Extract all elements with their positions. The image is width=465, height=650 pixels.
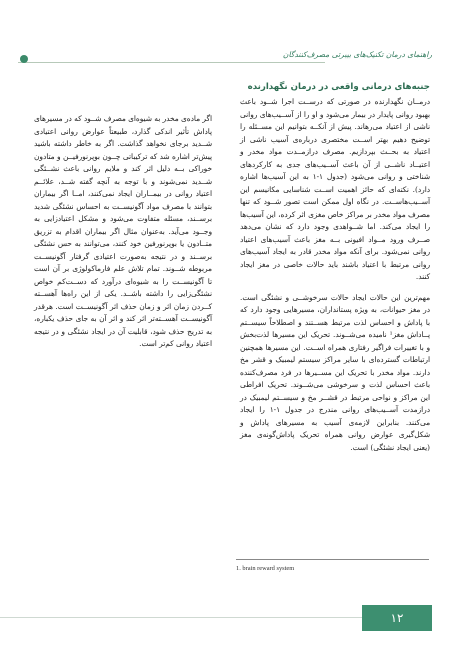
paragraph: اگر ماده‌ی مخدر به شیوه‌ای مصرف شــود که در مسیرهای پاداش تأثیر اندکی گذارد، طبیعتاً عوارض روانی اعتیادی شــدید برجای نخواهد گذاشت. اگر به خاطر داشته باشید پیش‌تر اشاره شد که ترکیباتی چــون بوپرنورفیــن و متادون خوراکی بــه دلیل اثر کند و ملایم روانی باعث نشــئگی شــدید نمی‌شوند و با توجه به آنچه گفته شــد، علائــم اعتیاد روانی در بیمــاران ایجاد نمی‌کنند، امــا اگر بیماران بتوانند با مصرف مواد آگونیســت به احساس نشئگی شدید برســند، مسئله متفاوت می‌شود و مشکل اعتیادزایی به وجــود می‌آید. به‌عنوان مثال اگر بیماران اقدام به تزریق متــادون یا بوپرنورفین خود کنند، می‌توانند به حس نشئگی برســند و در نتیجه به‌صورت اعتیادی گرفتار آگونیســت مربوطه شــوند. تمام تلاش علم فارماکولوژی بر آن است تا آگونیســت را به شیوه‌ای درآورد که دســت‌کم خواص نشئگی‌زایی را داشته باشــد. یکی از این راه‌ها آهســته کــردن زمان اثر و زمان حذف اثر آگونیســت است. هرقدر آگونیســت آهســته‌تر اثر کند و اثر آن به جای حذف یکباره، به تدریج حذف شود، قابلیت آن در ایجاد نشئگی و در نتیجه اعتیاد روانی کم‌تر است. xyxy=(34,114,212,348)
header-rule xyxy=(18,62,325,63)
left-text-column xyxy=(34,113,212,351)
footer-rule xyxy=(0,617,362,618)
page-number: ۱۲ xyxy=(390,611,404,625)
header-ornament-icon xyxy=(20,55,28,63)
footnote: 1. brain reward system xyxy=(236,565,295,572)
running-title: راهنمای درمان تکنیک‌های بیبرتی مصرف‌کنندگان xyxy=(282,50,432,59)
section-heading: جنبه‌های درمانی واقعی در درمان نگهدارنده xyxy=(247,82,430,92)
right-text-column xyxy=(240,96,430,454)
paragraph: مهم‌ترین این حالات ایجاد حالات سرخوشــی و نشئگی است. در مغز حیوانات، به ویژه پستانداران، مسیرهایی وجود دارد که با پاداش و احساس لذت مرتبط هســتند و اصطلاحاً سیســتم پــاداش مغز¹ نامیده می‌شــوند. تحریک این مسیرها لذت‌بخش و با تغییرات فراگیر رفتاری همراه اســت. این مسیرها همچنین ارتباطات گسترده‌ای با سایر مراکز سیستم لیمبیک و قشر مخ دارند. مواد مخدر با تحریک این مســیرها در فرد مصرف‌کننده باعث احساس لذت و سرخوشی می‌شــوند. تحریک افراطی این مراکز و نواحی مرتبط در قشــر مخ و سیســتم لیمبیک در درازمدت آســیب‌های روانی مندرج در جدول ۱-۱ را ایجاد می‌کنند. بنابراین لازمه‌ی آسیب به مسیرهای پاداش و شکل‌گیری عوارض روانی همراه تحریک پاداش‌گونه‌ی مغز (یعنی ایجاد نشئگی) است. xyxy=(240,292,430,452)
paragraph: درمــان نگهدارنده در صورتی که درســت اجرا شــود باعث بهبود روانی پایدار در بیمار می‌شود و او را از آســیب‌های روانی ناشی از اعتیاد می‌رهاند. پیش از آنکــه بتوانیم این مســئله را توضیح دهیم بهتر اســت مختصری درباره‌ی آسیب ناشی از اعتیاد به بحــث بپردازیم. مصرف درازمــدت مواد مخدر و اعتیــاد ناشــی از آن باعث آســیب‌های جدی به کارکردهای شناختی و روانی می‌شود (جدول ۱-۱ به این آسیب‌ها اشاره دارد). نکته‌ای که حائز اهمیت اســت شناسایی مکانیسم این آســیب‌هاســت. در نگاه اول ممکن است تصور شــود که تنها مصرف مواد مخدر بر مراکز خاص مغزی اثر کرده، این آسیب‌ها را ایجاد می‌کند. اما شــواهدی وجود دارد که نشان می‌دهد صــرف ورود مــواد افیونی بــه مغز باعث آسیب‌های اعتیاد روانی نمی‌شود. برای آنکه مواد مخدر قادر به ایجاد آسیب‌های روانی مرتبط با اعتیاد باشند باید حالات خاصی در مغز ایجاد کنند. xyxy=(240,97,430,281)
footnote-rule xyxy=(236,559,429,560)
